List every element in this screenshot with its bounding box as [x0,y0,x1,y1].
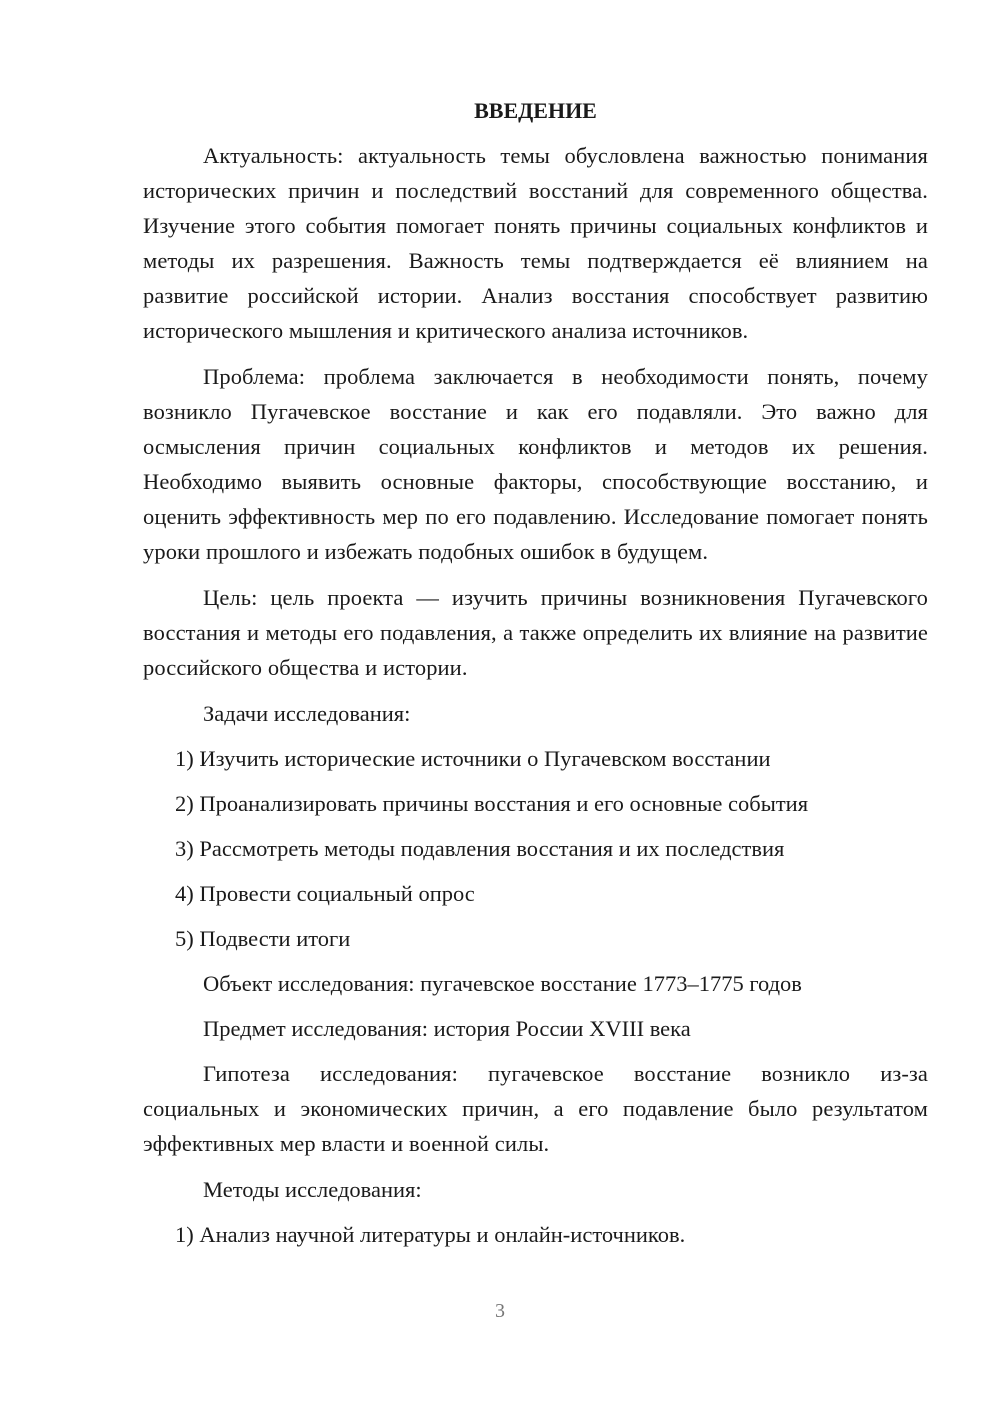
research-subject: Предмет исследования: история России XVIII века [203,1016,691,1041]
list-item: 3) Рассмотреть методы подавления восстания и их последствия [175,836,785,861]
methods-heading: Методы исследования: [203,1177,422,1202]
page-number: 3 [495,1300,505,1322]
list-item: 1) Изучить исторические источники о Пугачевском восстании [175,746,771,771]
list-item: 1) Анализ научной литературы и онлайн-источников. [175,1222,686,1247]
relevance-paragraph: Актуальность: актуальность темы обусловлена важностью понимания исторических причин и последствий восстаний для современного общества. Изучение этого события помогает понять причины социальных конфликтов и методы их разрешения. Важность темы подтверждается её влиянием на развитие российской истории. Анализ восстания способствует развитию исторического мышления и критического анализа источников. [143,143,928,343]
list-item: 5) Подвести итоги [175,926,351,951]
research-object: Объект исследования: пугачевское восстание 1773–1775 годов [203,971,802,996]
hypothesis-paragraph: Гипотеза исследования: пугачевское восстание возникло из-за социальных и экономических причин, а его подавление было результатом эффективных мер власти и военной силы. [143,1061,928,1156]
tasks-list [143,741,928,956]
goal-paragraph: Цель: цель проекта — изучить причины возникновения Пугачевского восстания и методы его подавления, а также определить их влияние на развитие российского общества и истории. [143,585,928,680]
problem-paragraph: Проблема: проблема заключается в необходимости понять, почему возникло Пугачевское восстание и как его подавляли. Это важно для осмысления причин социальных конфликтов и методов их решения. Необходимо выявить основные факторы, способствующие восстанию, и оценить эффективность мер по его подавлению. Исследование помогает понять уроки прошлого и избежать подобных ошибок в будущем. [143,364,928,564]
methods-list [143,1217,928,1252]
list-item: 2) Проанализировать причины восстания и его основные события [175,791,809,816]
tasks-heading: Задачи исследования: [203,701,411,726]
list-item: 4) Провести социальный опрос [175,881,475,906]
page-title: ВВЕДЕНИЕ [474,98,597,123]
document-page [143,96,928,1262]
